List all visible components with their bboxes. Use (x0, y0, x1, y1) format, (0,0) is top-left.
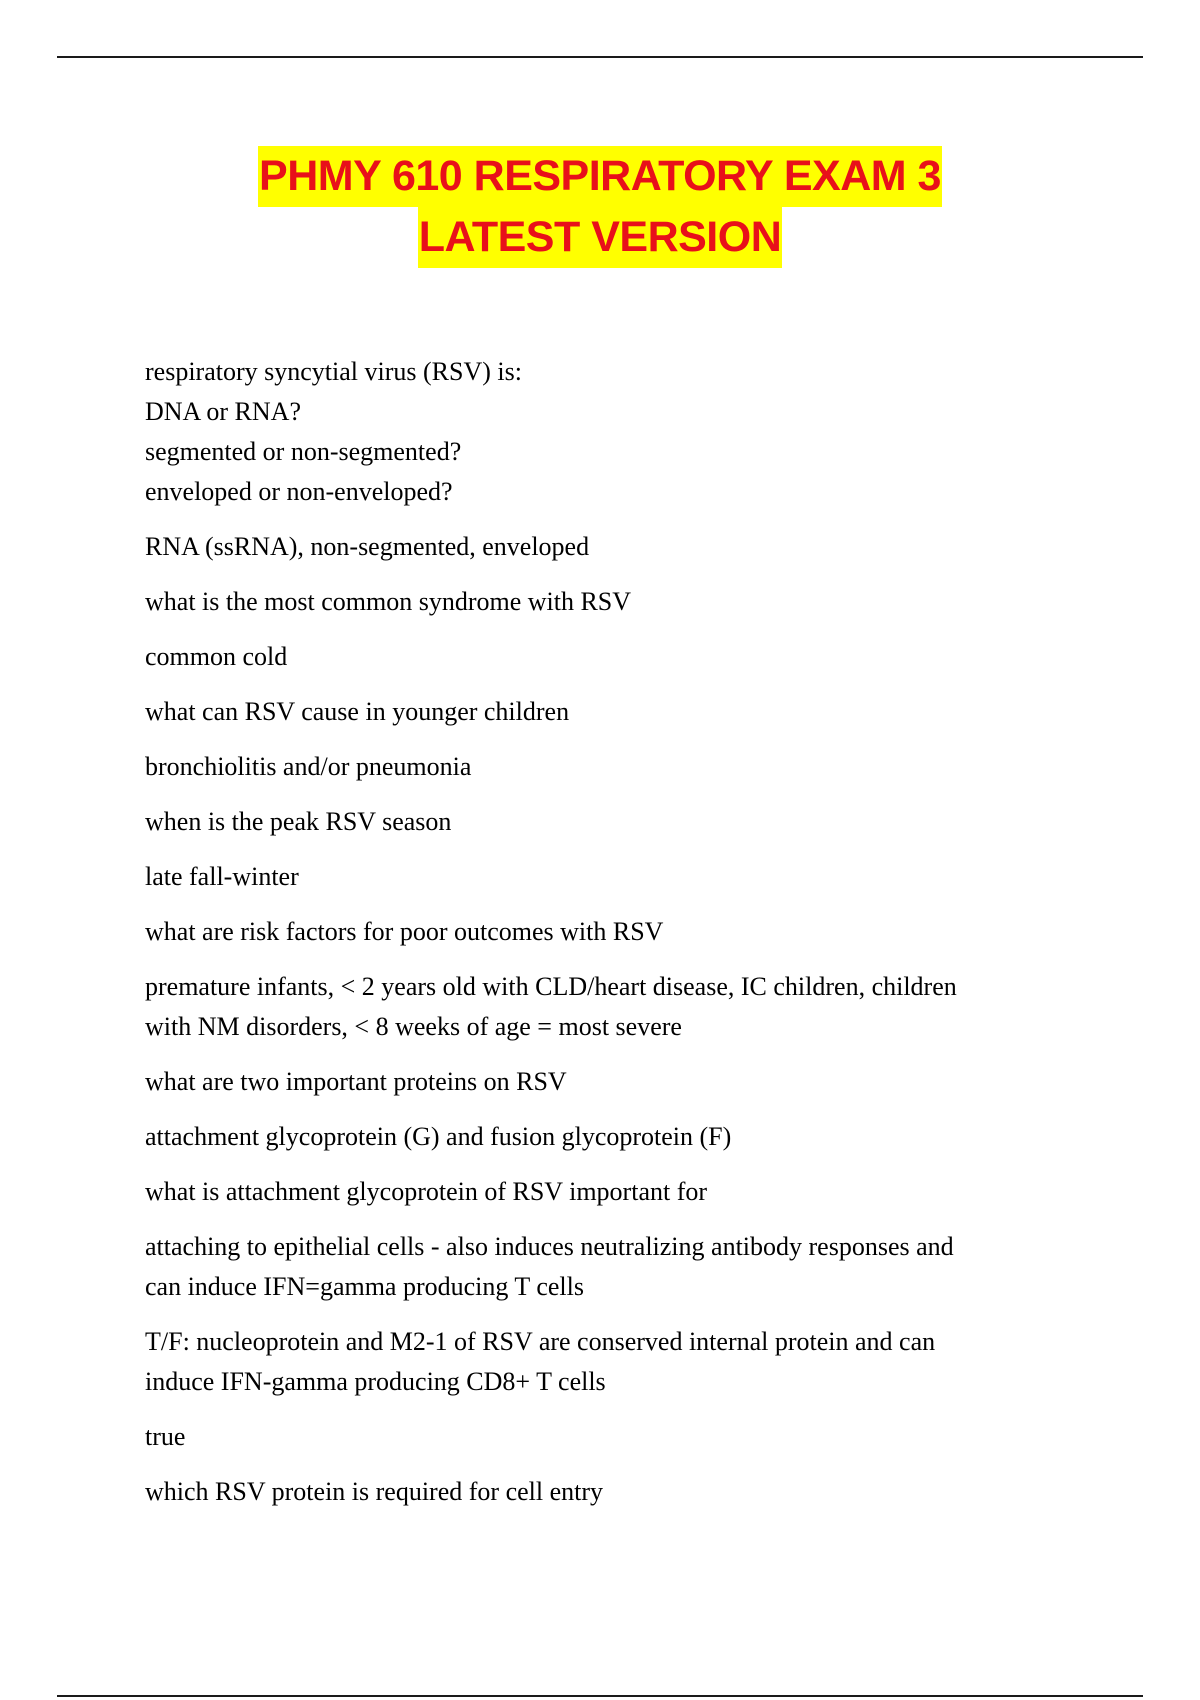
answer-text (145, 967, 1045, 1047)
question-text (145, 1172, 1045, 1212)
text-line: attachment glycoprotein (G) and fusion glycoprotein (F) (145, 1122, 732, 1151)
answer-text (145, 637, 1045, 677)
top-rule (57, 56, 1143, 58)
question-text (145, 802, 1045, 842)
text-line: can induce IFN=gamma producing T cells (145, 1272, 584, 1301)
text-line: RNA (ssRNA), non-segmented, enveloped (145, 532, 590, 561)
text-line: common cold (145, 642, 288, 671)
text-line: what are risk factors for poor outcomes with RSV (145, 917, 664, 946)
text-line: segmented or non-segmented? (145, 437, 462, 466)
question-text (145, 352, 1045, 512)
question-text (145, 1062, 1045, 1102)
question-text (145, 1472, 1045, 1512)
text-line: premature infants, < 2 years old with CLD/heart disease, IC children, children (145, 972, 957, 1001)
text-line: what is the most common syndrome with RSV (145, 587, 632, 616)
answer-text (145, 1417, 1045, 1457)
text-line: which RSV protein is required for cell entry (145, 1477, 604, 1506)
text-line: attaching to epithelial cells - also induces neutralizing antibody responses and (145, 1232, 954, 1261)
answer-text (145, 1117, 1045, 1157)
text-line: what is attachment glycoprotein of RSV important for (145, 1177, 708, 1206)
title-line-1: PHMY 610 RESPIRATORY EXAM 3 (258, 146, 942, 207)
text-line: when is the peak RSV season (145, 807, 452, 836)
text-line: with NM disorders, < 8 weeks of age = most severe (145, 1012, 682, 1041)
question-text (145, 582, 1045, 622)
answer-text (145, 1227, 1045, 1307)
answer-text (145, 857, 1045, 897)
text-line: bronchiolitis and/or pneumonia (145, 752, 472, 781)
text-line: enveloped or non-enveloped? (145, 477, 453, 506)
question-text (145, 912, 1045, 952)
text-line: true (145, 1422, 186, 1451)
text-line: what can RSV cause in younger children (145, 697, 570, 726)
title-line-2: LATEST VERSION (418, 207, 783, 268)
text-line: DNA or RNA? (145, 397, 301, 426)
text-line: what are two important proteins on RSV (145, 1067, 567, 1096)
document-title (0, 146, 1200, 268)
bottom-rule (57, 1695, 1143, 1697)
answer-text (145, 527, 1045, 567)
question-text (145, 1322, 1045, 1402)
qa-content (145, 352, 1045, 1527)
text-line: T/F: nucleoprotein and M2-1 of RSV are conserved internal protein and can (145, 1327, 936, 1356)
text-line: respiratory syncytial virus (RSV) is: (145, 357, 522, 386)
question-text (145, 692, 1045, 732)
answer-text (145, 747, 1045, 787)
text-line: late fall-winter (145, 862, 299, 891)
text-line: induce IFN-gamma producing CD8+ T cells (145, 1367, 606, 1396)
